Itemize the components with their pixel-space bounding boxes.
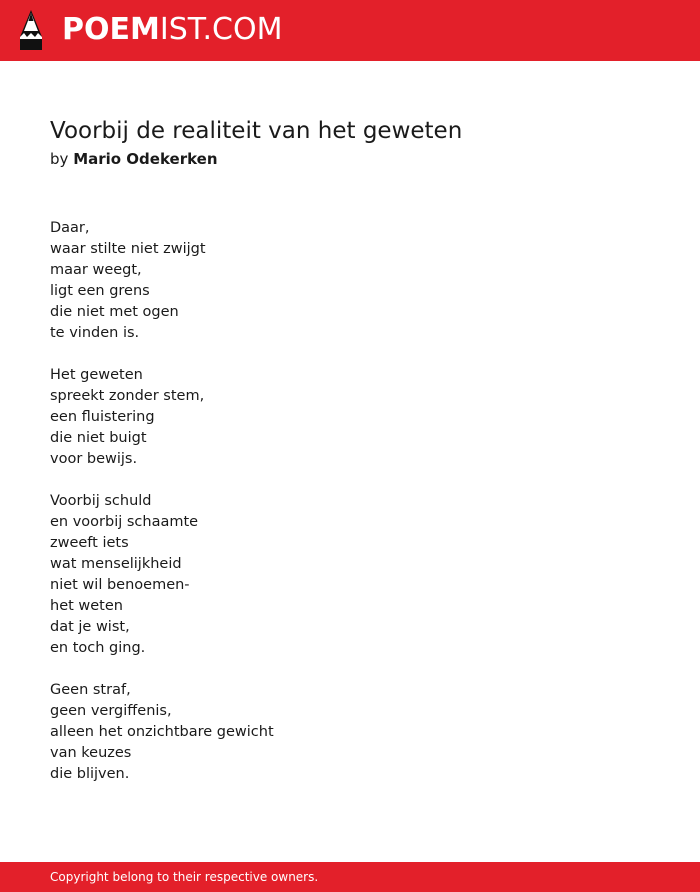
- poem-title: Voorbij de realiteit van het geweten: [50, 118, 463, 144]
- poem-line: die blijven.: [50, 766, 130, 782]
- poem-line: geen vergiffenis,: [50, 703, 172, 719]
- poem-line: die niet met ogen: [50, 304, 179, 320]
- stanza-break: [50, 659, 650, 680]
- logo-bold-text: POEM: [62, 12, 160, 47]
- poem-line: ligt een grens: [50, 283, 150, 299]
- poem-line: die niet buigt: [50, 430, 147, 446]
- poem-line: van keuzes: [50, 745, 132, 761]
- poem-body: [50, 218, 650, 785]
- poem-line: en voorbij schaamte: [50, 514, 199, 530]
- poem-line: Daar,: [50, 220, 90, 236]
- poem-line: wat menselijkheid: [50, 556, 182, 572]
- byline-prefix: by: [50, 150, 69, 168]
- site-footer: [0, 862, 700, 892]
- logo-light-text: IST.COM: [159, 12, 283, 47]
- pen-nib-icon[interactable]: [18, 9, 44, 51]
- poem-line: te vinden is.: [50, 325, 140, 341]
- copyright-notice: Copyright belong to their respective owners.: [50, 870, 319, 884]
- site-logo[interactable]: [62, 11, 282, 49]
- poem-line: het weten: [50, 598, 123, 614]
- poem-line: voor bewijs.: [50, 451, 138, 467]
- poem-line: maar weegt,: [50, 262, 142, 278]
- byline: [50, 149, 218, 169]
- poem-line: Geen straf,: [50, 682, 131, 698]
- poem-line: een fluistering: [50, 409, 155, 425]
- stanza-break: [50, 470, 650, 491]
- author-name[interactable]: Mario Odekerken: [73, 150, 218, 168]
- poem-line: Voorbij schuld: [50, 493, 152, 509]
- poem-line: niet wil benoemen-: [50, 577, 190, 593]
- poem-line: zweeft iets: [50, 535, 129, 551]
- stanza-break: [50, 344, 650, 365]
- site-header: [0, 0, 700, 61]
- poem-line: waar stilte niet zwijgt: [50, 241, 206, 257]
- poem-line: spreekt zonder stem,: [50, 388, 205, 404]
- poem-line: alleen het onzichtbare gewicht: [50, 724, 274, 740]
- poem-line: Het geweten: [50, 367, 143, 383]
- poem-line: en toch ging.: [50, 640, 146, 656]
- poem-line: dat je wist,: [50, 619, 130, 635]
